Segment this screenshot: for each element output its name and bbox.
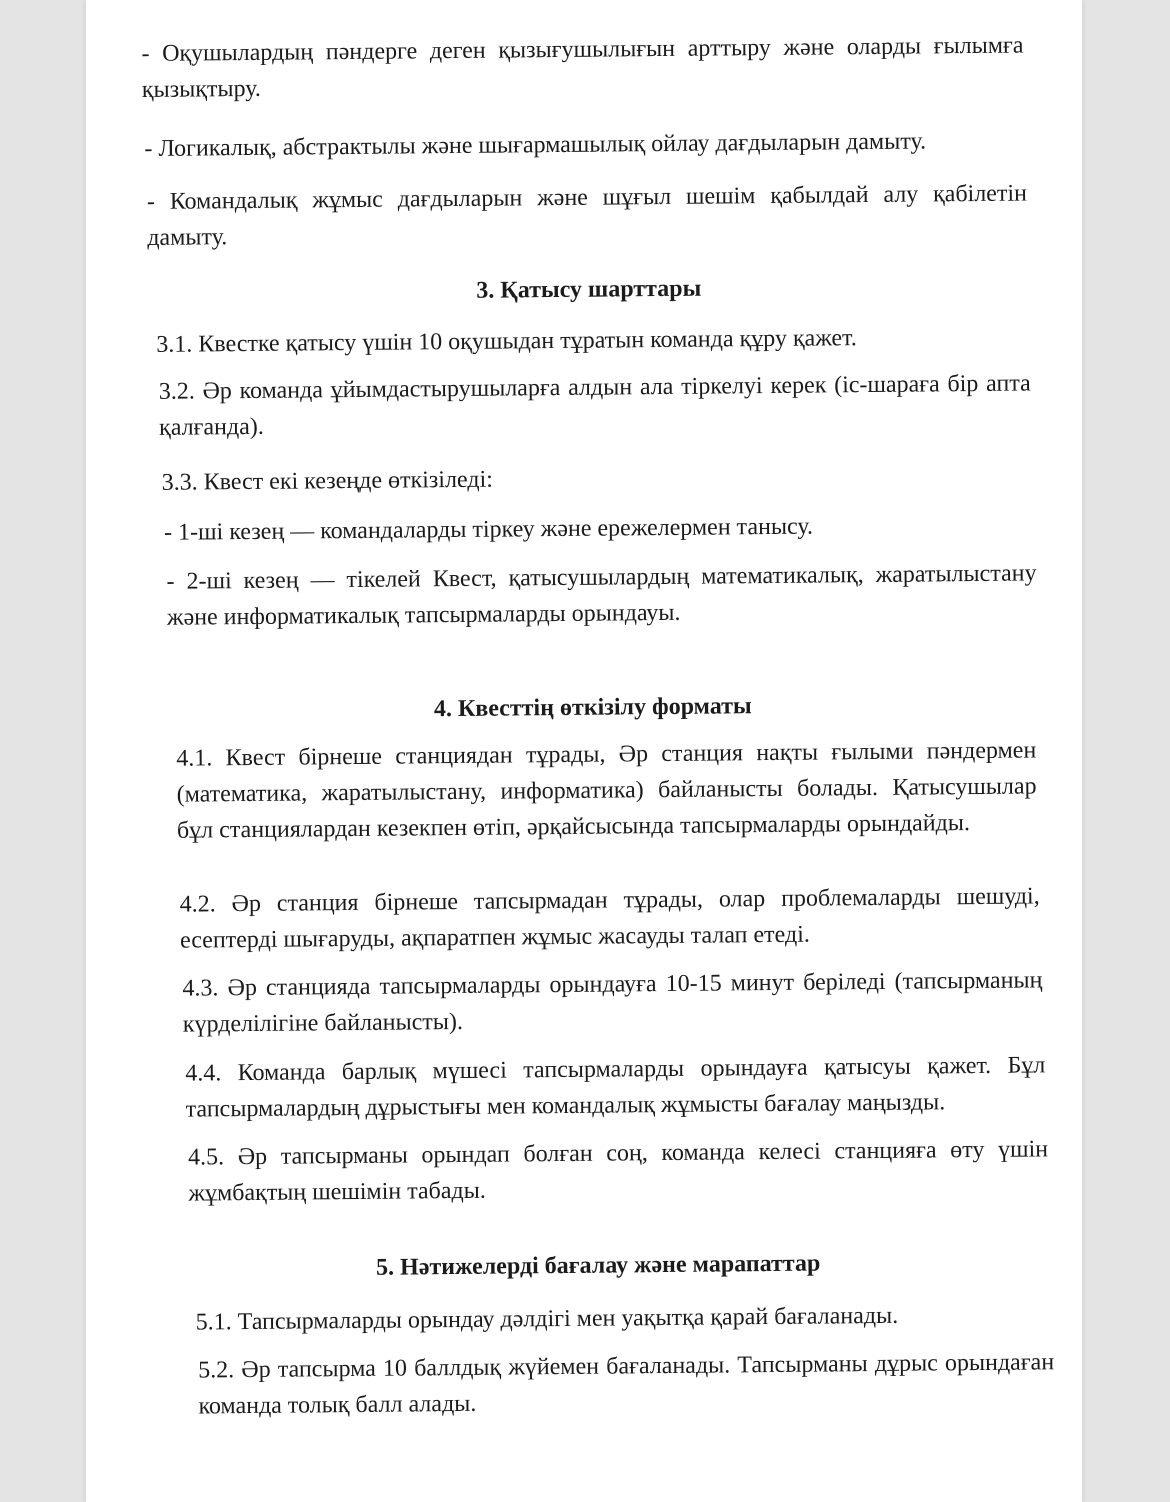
section-item: 4.5. Әр тапсырманы орындап болған соң, команда келесі станцияға өту үшін жұмбақтың шешімін табады. [187, 1136, 1049, 1207]
section-item: 4.2. Әр станция бірнеше тапсырмадан тұрады, олар проблемаларды шешуді, есептерді шығаруды, ақпаратпен жұмыс жасауды талап етеді. [179, 883, 1040, 954]
section-item: 5.1. Тапсырмаларды орындау дәлдігі мен уақытқа қарай бағаланады. [195, 1302, 899, 1336]
section-item: 4.4. Команда барлық мүшесі тапсырмаларды орындауға қатысуы қажет. Бұл тапсырмалардың дұрыстығы мен командалық жұмысты бағалау маңызды. [185, 1052, 1046, 1123]
section-heading: 4. Квесттің өткізілу форматы [433, 693, 752, 723]
goal-item: - Командалық жұмыс дағдыларын және шұғыл шешім қабылдай алу қабілетін дамыту. [146, 180, 1028, 251]
goal-item: - Оқушылардың пәндерге деген қызығушылығын арттыру және оларды ғылымға қызықтыру. [141, 32, 1024, 103]
section-item: 4.3. Әр станцияда тапсырмаларды орындауға 10-15 минут беріледі (тапсырманың күрделілігіне байланысты). [182, 967, 1043, 1038]
section-item: 3.2. Әр команда ұйымдастырушыларға алдын ала тіркелуі керек (іс-шараға бір апта қалғанда). [158, 370, 1031, 441]
section-item: 5.2. Әр тапсырма 10 баллдық жүйемен бағаланады. Тапсырманы дұрыс орындаған команда толық балл алады. [198, 1349, 1055, 1420]
document-page [86, 0, 1082, 1502]
section-heading: 3. Қатысу шарттары [476, 275, 702, 304]
section-item: 3.3. Квест екі кезеңде өткізіледі: [161, 466, 493, 496]
section-heading: 5. Нәтижелерді бағалау және марапаттар [375, 1250, 821, 1281]
section-item: - 1-ші кезең — командаларды тіркеу және ережелермен танысу. [163, 513, 814, 546]
section-item: 4.1. Квест бірнеше станциядан тұрады, Әр станция нақты ғылыми пәндермен (математика, жаратылыстану, информатика) байланысты болады. Қатысушылар бұл станциялардан кезекпен өтіп, әрқайсысында тапсырмаларды орындайды. [176, 737, 1037, 844]
page-content [141, 0, 1055, 1502]
section-item: - 2-ші кезең — тікелей Квест, қатысушылардың математикалық, жаратылыстану және информатикалық тапсырмаларды орындауы. [166, 560, 1037, 631]
section-item: 3.1. Квестке қатысу үшін 10 оқушыдан тұратын команда құру қажет. [156, 325, 857, 358]
goal-item: - Логикалық, абстрактылы және шығармашылық ойлау дағдыларын дамыту. [144, 128, 927, 162]
